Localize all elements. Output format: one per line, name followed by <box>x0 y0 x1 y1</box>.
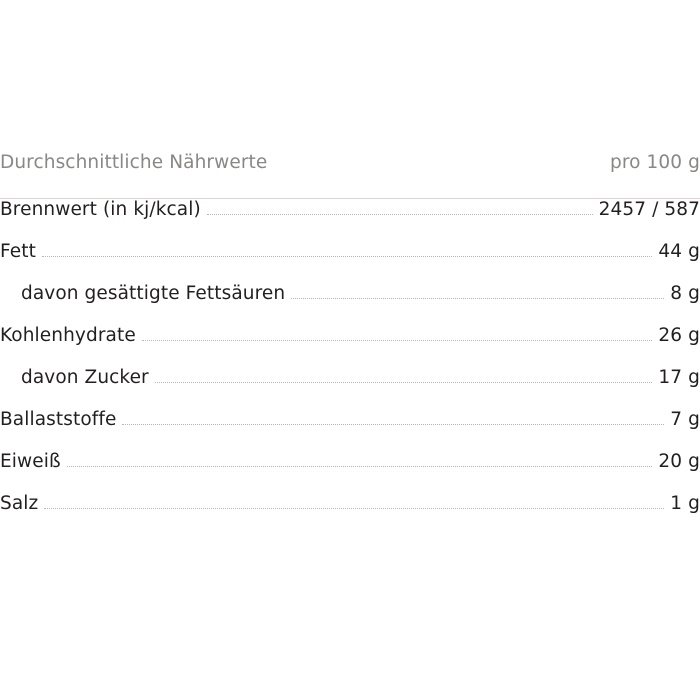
table-row <box>0 451 700 493</box>
table-row <box>0 241 700 283</box>
table-header-value: pro 100 g <box>610 152 700 173</box>
nutrient-value: 1 g <box>670 493 700 514</box>
nutrient-value: 20 g <box>658 451 700 472</box>
dot-leader <box>67 465 653 467</box>
table-row <box>0 493 700 535</box>
nutrient-label: Eiweiß <box>0 451 61 472</box>
nutrient-label: davon Zucker <box>21 367 149 388</box>
dot-leader <box>155 381 653 383</box>
table-row <box>0 283 700 325</box>
nutrient-value: 2457 / 587 <box>598 199 700 220</box>
table-header-row <box>0 152 700 198</box>
dot-leader <box>122 423 664 425</box>
nutrient-value: 7 g <box>670 409 700 430</box>
nutrient-value: 8 g <box>670 283 700 304</box>
nutrient-label: Kohlenhydrate <box>0 325 136 346</box>
nutrient-label: Salz <box>0 493 39 514</box>
header-spacer <box>273 167 604 168</box>
dot-leader <box>291 297 664 299</box>
dot-leader <box>207 213 593 215</box>
nutrition-table <box>0 152 700 535</box>
nutrient-label: Brennwert (in kj/kcal) <box>0 199 201 220</box>
table-row <box>0 325 700 367</box>
table-header-label: Durchschnittliche Nährwerte <box>0 152 268 173</box>
nutrient-label: Fett <box>0 241 36 262</box>
dot-leader <box>42 255 653 257</box>
nutrient-label: davon gesättigte Fettsäuren <box>21 283 286 304</box>
nutrient-value: 17 g <box>658 367 700 388</box>
nutrient-label: Ballaststoffe <box>0 409 117 430</box>
dot-leader <box>44 507 664 509</box>
table-row <box>0 409 700 451</box>
nutrient-value: 44 g <box>658 241 700 262</box>
table-row <box>0 199 700 241</box>
dot-leader <box>142 339 653 341</box>
table-row <box>0 367 700 409</box>
nutrient-value: 26 g <box>658 325 700 346</box>
